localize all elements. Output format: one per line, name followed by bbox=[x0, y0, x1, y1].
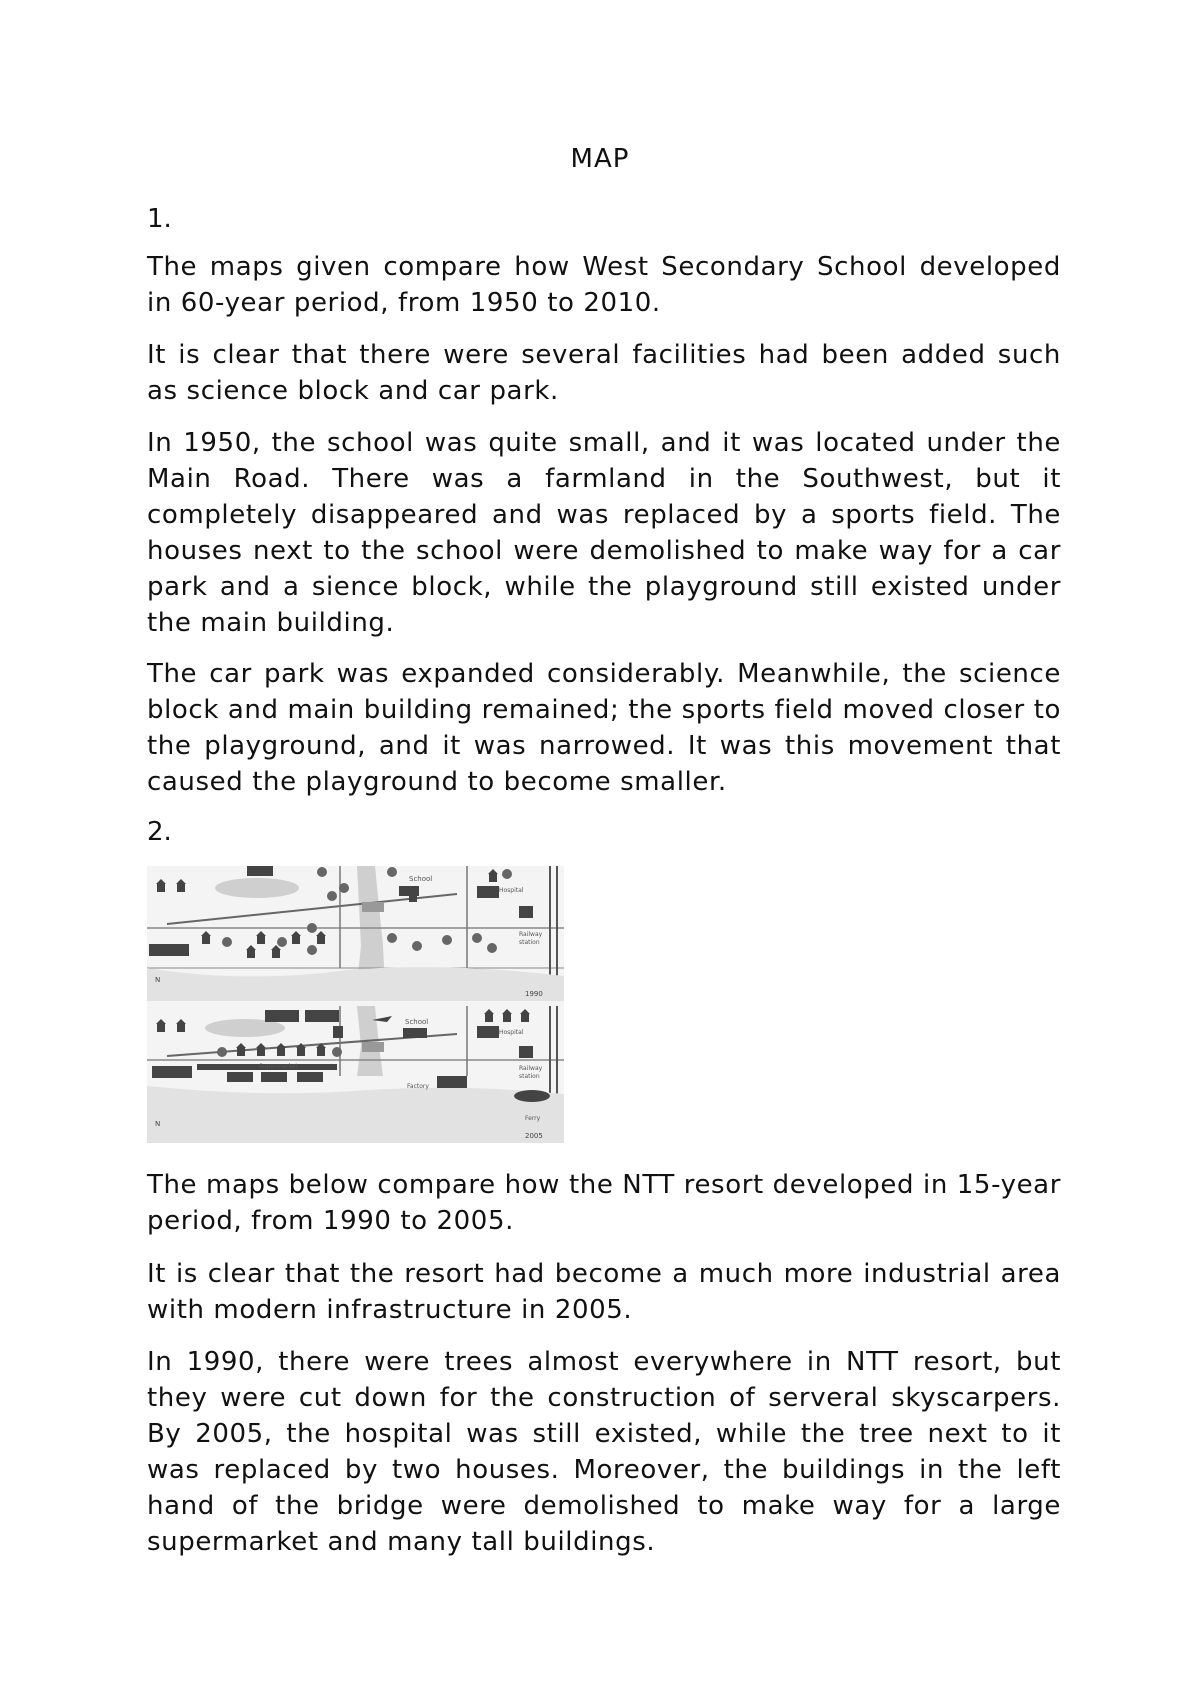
section-number: 1. bbox=[147, 204, 172, 234]
paragraph: In 1950, the school was quite small, and it was located under the Main Road. There was a farmland in the Southwest, but it completely disappeared and was replaced by a sports field. The houses next to the school were demolished to make way for a car park and a sience block, while the playground still existed under the main building. bbox=[147, 428, 1061, 638]
school-label: School bbox=[409, 875, 433, 883]
north-label: N bbox=[155, 1120, 161, 1128]
paragraph: It is clear that the resort had become a much more industrial area with modern infrastructure in 2005. bbox=[147, 1259, 1061, 1325]
station-label: station bbox=[519, 1073, 540, 1080]
page-title: MAP bbox=[570, 144, 630, 174]
hospital-label: Hospital bbox=[499, 1029, 524, 1036]
paragraph: In 1990, there were trees almost everywhere in NTT resort, but they were cut down for the construction of serveral skyscarpers. By 2005, the hospital was still existed, while the tree next to it was replaced by two houses. Moreover, the buildings in the left hand of the bridge were demolished to make way for a large supermarket and many tall buildings. bbox=[147, 1347, 1061, 1557]
paragraph: The maps given compare how West Secondary School developed in 60-year period, from 1950 to 2010. bbox=[147, 252, 1061, 318]
section-1 bbox=[147, 201, 1061, 237]
ferry-label: Ferry bbox=[525, 1115, 541, 1122]
hospital-label: Hospital bbox=[499, 887, 524, 894]
railway-label: Railway bbox=[519, 931, 543, 938]
paragraph: The car park was expanded considerably. Meanwhile, the science block and main building remained; the sports field moved closer to the playground, and it was narrowed. It was this movement that caused the playground to become smaller. bbox=[147, 659, 1061, 797]
railway-label: Railway bbox=[519, 1065, 543, 1072]
lake-shape bbox=[215, 878, 299, 898]
paragraph: It is clear that there were several facilities had been added such as science block and car park. bbox=[147, 340, 1061, 406]
supermarket-label: Supermarket bbox=[259, 1063, 298, 1070]
resort-maps-figure bbox=[147, 866, 564, 1143]
paragraph: The maps below compare how the NTT resort developed in 15-year period, from 1990 to 2005. bbox=[147, 1170, 1061, 1236]
north-label: N bbox=[155, 976, 161, 984]
section-2 bbox=[147, 814, 1061, 850]
year-label: 1990 bbox=[525, 990, 543, 998]
school-label: School bbox=[405, 1018, 429, 1026]
resort-maps-image bbox=[147, 866, 564, 1143]
factory-label: Factory bbox=[407, 1083, 429, 1090]
year-label: 2005 bbox=[525, 1132, 543, 1140]
section-number: 2. bbox=[147, 817, 172, 847]
bridge-shape bbox=[362, 902, 384, 912]
station-label: station bbox=[519, 939, 540, 946]
